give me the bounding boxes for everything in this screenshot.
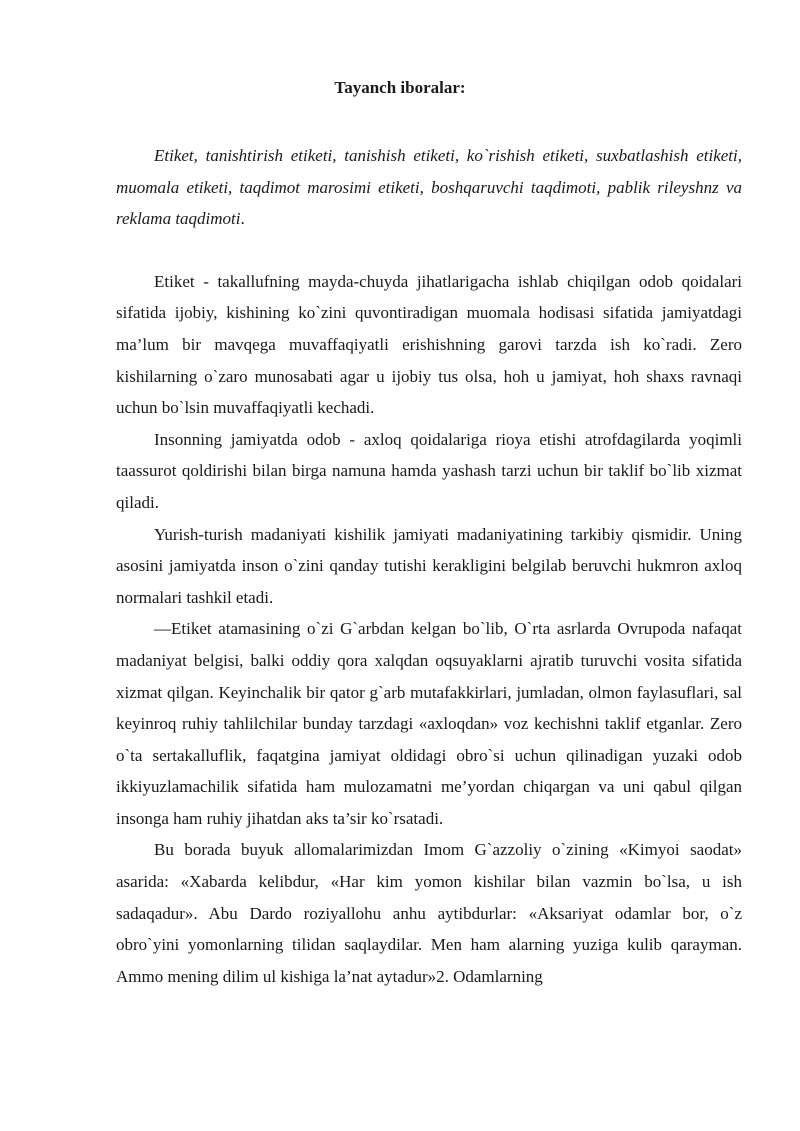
paragraph-behavior-culture: Yurish-turish madaniyati kishilik jamiyati madaniyatining tarkibiy qismidir. Uning asosini jamiyatda inson o`zini qanday tutishi kerakligini belgilab beruvchi hukmron axloq normalari tashkil etadi. [116, 524, 742, 607]
keywords-paragraph [116, 140, 742, 235]
paragraph-etiket-definition: Etiket - takallufning mayda-chuyda jihatlarigacha ishlab chiqilgan odob qoidalari sifatida ijobiy, kishining ko`zini quvontiradigan muomala hodisasi sifatida jamiyatdagi ma’lum bir mavqega muvaffaqiyatli erishishning garovi tarzda ish ko`radi. Zero kishilarning o`zaro munosabati agar u ijobiy tus olsa, hoh u jamiyat, hoh shaxs ravnaqi uchun bo`lsin muvaffaqiyatli kechadi. [116, 271, 742, 418]
paragraph-gazzoliy-quote: Bu borada buyuk allomalarimizdan Imom G`azzoliy o`zining «Kimyoi saodat» asarida: «Xabarda kelibdur, «Har kim yomon kishilar bilan vazmin bo`lsa, u ish sadaqadur». Abu Dardo roziyallohu anhu aytibdurlar: «Aksariyat odamlar bor, o`z obro`yini yomonlarning tilidan saqlaydilar. Men ham alarning yuziga kulib qarayman. Ammo mening dilim ul kishiga la’nat aytadur»2. Odamlarning [116, 840, 742, 986]
document-body [116, 140, 742, 992]
keywords-list: Etiket, tanishtirish etiketi, tanishish etiketi, ko`rishish etiketi, suxbatlashish etiketi, muomala etiketi, taqdimot marosimi etiketi, boshqaruvchi taqdimoti, pablik rileyshnz va reklama taqdimoti [116, 146, 742, 229]
paragraph-society-rules: Insonning jamiyatda odob - axloq qoidalariga rioya etishi atrofdagilarda yoqimli taassurot qoldirishi bilan birga namuna hamda yashash tarzi uchun bir taklif bo`lib xizmat qiladi. [116, 429, 742, 512]
page-title: Tayanch iboralar: [334, 78, 466, 97]
paragraph-etiket-origin: ―Etiket atamasining o`zi G`arbdan kelgan bo`lib, O`rta asrlarda Ovrupoda nafaqat madaniyat belgisi, balki oddiy qora xalqdan oqsuyaklarni ajratib turuvchi vosita sifatida xizmat qilgan. Keyinchalik bir qator g`arb mutafakkirlari, jumladan, olmon faylasuflari, sal keyinroq ruhiy tahlilchilar bunday tarzdagi «axloqdan» voz kechishni taklif etganlar. Zero o`ta sertakalluflik, faqatgina jamiyat oldidagi obro`si uchun qilinadigan yuzaki odob ikkiyuzlamachilik sifatida ham mulozamatni me’yordan chiqargan va uni qabul qilgan insonga ham ruhiy jihatdan aks ta’sir ko`rsatadi. [116, 619, 742, 828]
keywords-end-punctuation: . [240, 209, 245, 229]
